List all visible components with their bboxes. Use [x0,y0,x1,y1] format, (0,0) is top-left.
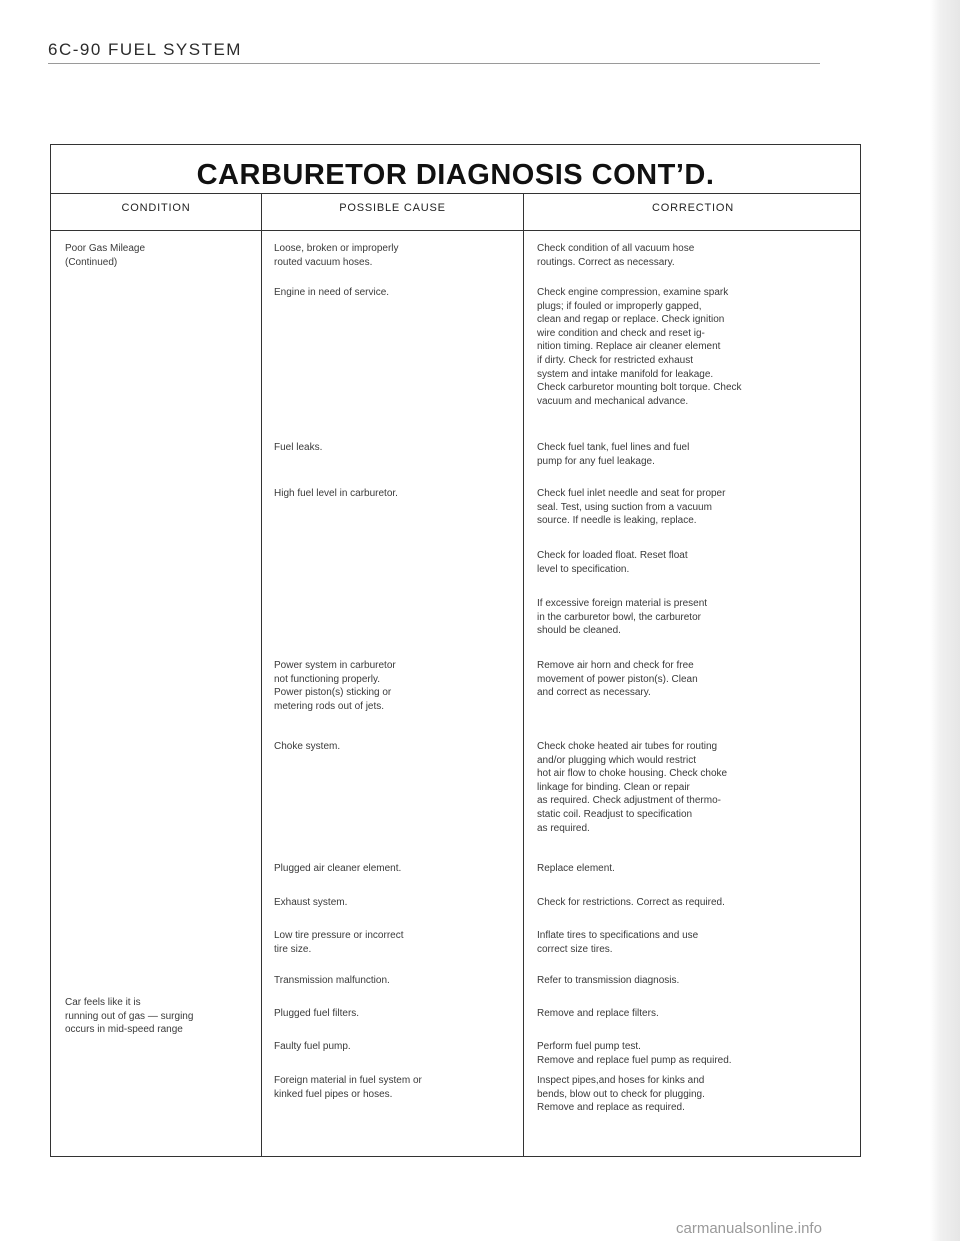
cause-fuel-leaks: Fuel leaks. [274,442,323,453]
diagnosis-table [50,144,861,1157]
page-header: 6C-90 FUEL SYSTEM [48,40,242,59]
column-header-possible-cause: POSSIBLE CAUSE [339,202,446,214]
correction-foreign-material-bowl: If excessive foreign material is present in the carburetor bowl, the carburetor should be cleaned. [537,598,708,637]
correction-engine-service: Check engine compression, examine spark plugs; if fouled or improperly gapped, clean and regap or replace. Check ignition wire condition and check and reset ig- nition timing. Replace air cleaner element if dirty. Check for restricted exhaust system and intake manifold for leakage. Check carburetor mounting bolt torque. Check vacuum and mechanical advance. [537,287,742,407]
cause-choke-system: Choke system. [274,741,341,752]
cause-fuel-pump: Faulty fuel pump. [274,1041,351,1052]
correction-exhaust-system: Check for restrictions. Correct as required. [537,897,725,908]
correction-power-system: Remove air horn and check for free movement of power piston(s). Clean and correct as necessary. [537,660,698,699]
cause-air-cleaner: Plugged air cleaner element. [274,863,402,874]
correction-choke-system: Check choke heated air tubes for routing and/or plugging which would restrict hot air flow to choke housing. Check choke linkage for binding. Clean or repair as required. Check adjustment of thermo- static coil. Readjust to specification as required. [537,741,728,834]
cause-vacuum-hoses: Loose, broken or improperly routed vacuum hoses. [274,243,399,268]
watermark-url[interactable]: carmanualsonline.info [676,1220,822,1237]
correction-transmission: Refer to transmission diagnosis. [537,975,680,986]
correction-loaded-float: Check for loaded float. Reset float level to specification. [537,550,688,575]
correction-vacuum-hoses: Check condition of all vacuum hose routings. Correct as necessary. [537,243,695,268]
title-divider [51,193,860,194]
correction-fuel-leaks: Check fuel tank, fuel lines and fuel pump for any fuel leakage. [537,442,690,467]
cause-engine-service: Engine in need of service. [274,287,390,298]
cause-fuel-filters: Plugged fuel filters. [274,1008,360,1019]
cause-tire-pressure: Low tire pressure or incorrect tire size. [274,930,404,955]
correction-inlet-needle: Check fuel inlet needle and seat for proper seal. Test, using suction from a vacuum source. If needle is leaking, replace. [537,488,726,527]
correction-air-cleaner: Replace element. [537,863,615,874]
column-header-condition: CONDITION [121,202,191,214]
cause-power-system: Power system in carburetor not functioning properly. Power piston(s) sticking or metering rods out of jets. [274,660,396,712]
table-title: CARBURETOR DIAGNOSIS CONT’D. [196,159,715,191]
cause-high-fuel-level: High fuel level in carburetor. [274,488,398,499]
condition-poor-gas-mileage: Poor Gas Mileage (Continued) [65,243,146,268]
column-divider-2 [523,193,524,1156]
cause-foreign-material: Foreign material in fuel system or kinked fuel pipes or hoses. [274,1075,422,1100]
page-edge-shadow [930,0,960,1241]
condition-running-out-of-gas: Car feels like it is running out of gas — surging occurs in mid-speed range [65,997,194,1036]
cause-exhaust-system: Exhaust system. [274,897,348,908]
correction-fuel-pump: Perform fuel pump test. Remove and replace fuel pump as required. [537,1041,732,1066]
cause-transmission: Transmission malfunction. [274,975,390,986]
correction-foreign-material: Inspect pipes,and hoses for kinks and bends, blow out to check for plugging. Remove and replace as required. [537,1075,705,1114]
correction-tire-pressure: Inflate tires to specifications and use correct size tires. [537,930,699,955]
column-divider-1 [261,193,262,1156]
header-divider [51,230,860,231]
correction-fuel-filters: Remove and replace filters. [537,1008,659,1019]
column-header-correction: CORRECTION [652,202,734,214]
header-rule [48,63,820,64]
